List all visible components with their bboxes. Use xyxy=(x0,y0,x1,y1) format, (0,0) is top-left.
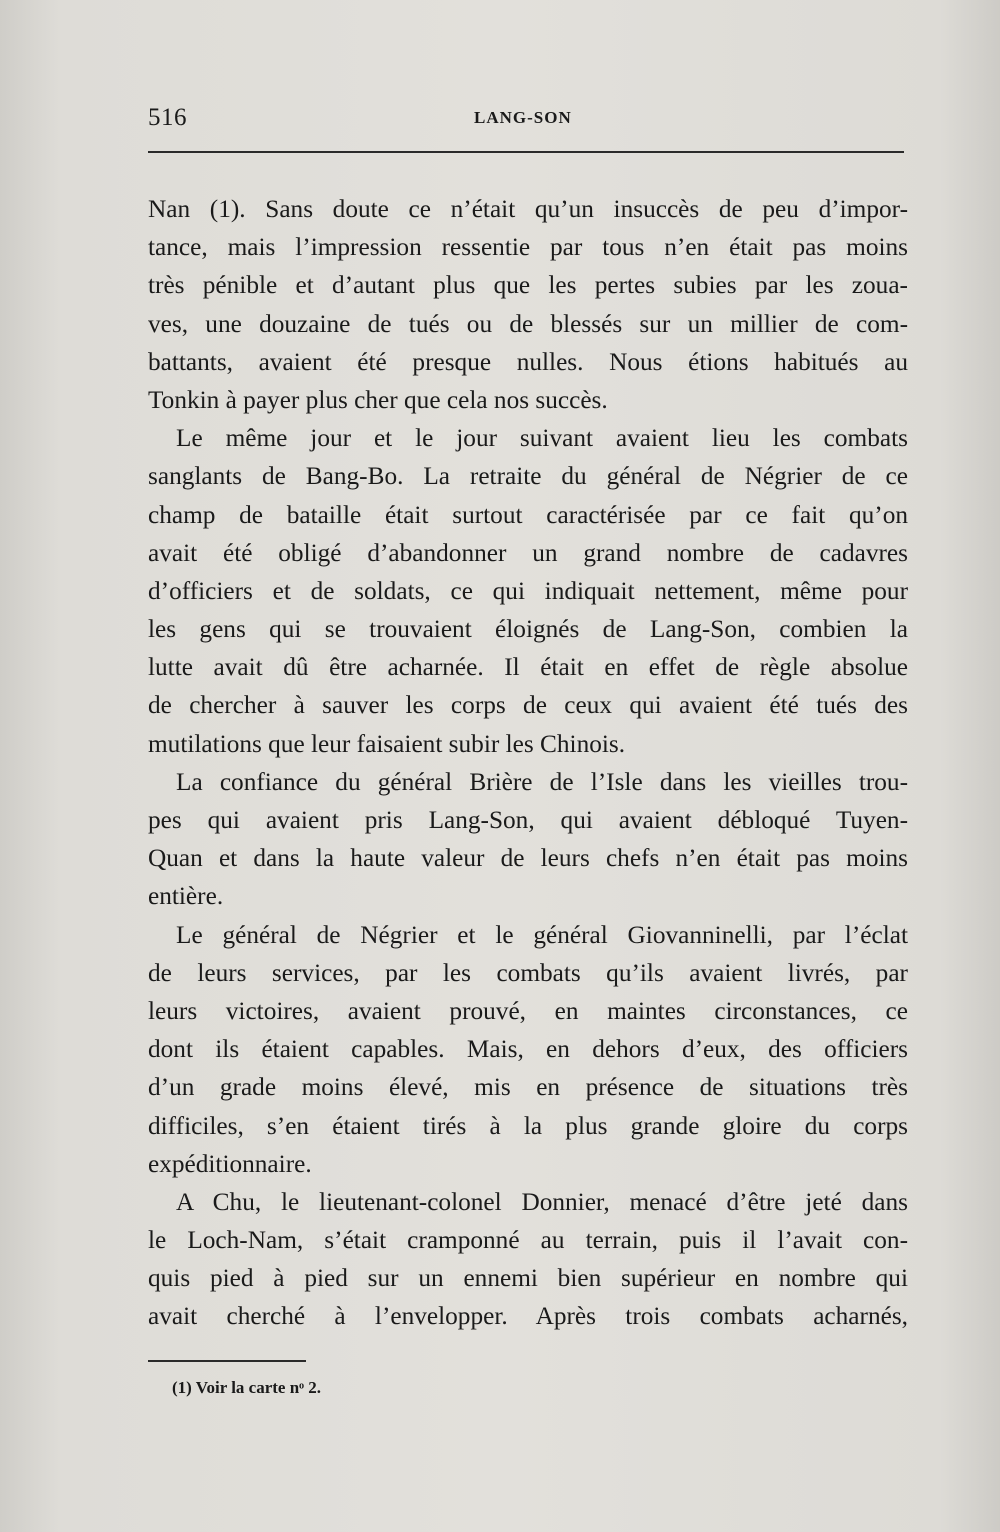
text-line: Nan (1). Sans doute ce n’était qu’un insuccès de peu d’impor- xyxy=(148,195,908,223)
text-line: les gens qui se trouvaient éloignés de Lang-Son, combien la xyxy=(148,615,908,644)
text-line: leurs victoires, avaient prouvé, en maintes circonstances, ce xyxy=(148,996,908,1025)
text-line: ves, une douzaine de tués ou de blessés sur un millier de com- xyxy=(148,309,908,338)
text-line: de chercher à sauver les corps de ceux qui avaient été tués des xyxy=(148,691,908,720)
text-line: quis pied à pied sur un ennemi bien supérieur en nombre qui xyxy=(148,1264,908,1293)
text-line: avait été obligé d’abandonner un grand nombre de cadavres xyxy=(148,538,908,567)
page-number: 516 xyxy=(148,104,187,131)
text-line: battants, avaient été presque nulles. Nous étions habitués au xyxy=(148,347,908,376)
text-line: tance, mais l’impression ressentie par tous n’en était pas moins xyxy=(148,233,908,262)
footnote: (1) Voir la carte nᵒ 2. xyxy=(172,1378,322,1397)
text-line: d’un grade moins élevé, mis en présence de situations très xyxy=(148,1073,908,1102)
text-line: dont ils étaient capables. Mais, en dehors d’eux, des officiers xyxy=(148,1035,908,1064)
text-line: d’officiers et de soldats, ce qui indiquait nettement, même pour xyxy=(148,576,908,605)
text-line: A Chu, le lieutenant-colonel Donnier, menacé d’être jeté dans xyxy=(176,1187,908,1216)
running-head: LANG-SON xyxy=(474,108,572,127)
text-line: lutte avait dû être acharnée. Il était en effet de règle absolue xyxy=(148,653,908,682)
page-header xyxy=(148,100,906,140)
header-rule xyxy=(148,151,904,153)
text-line: champ de bataille était surtout caractérisée par ce fait qu’on xyxy=(148,500,908,529)
footnote-rule xyxy=(148,1360,306,1362)
text-line: difficiles, s’en étaient tirés à la plus grande gloire du corps xyxy=(148,1111,908,1140)
text-line: le Loch-Nam, s’était cramponné au terrain, puis il l’avait con- xyxy=(148,1226,908,1255)
text-line: Le général de Négrier et le général Giovanninelli, par l’éclat xyxy=(176,920,908,949)
text-line: La confiance du général Brière de l’Isle dans les vieilles trou- xyxy=(176,767,908,796)
body-text xyxy=(148,190,908,1336)
text-line: entière. xyxy=(148,882,224,911)
text-line: Tonkin à payer plus cher que cela nos succès. xyxy=(148,385,608,414)
text-line: mutilations que leur faisaient subir les Chinois. xyxy=(148,729,626,758)
text-line: pes qui avaient pris Lang-Son, qui avaient débloqué Tuyen- xyxy=(148,806,908,834)
text-line: avait cherché à l’envelopper. Après trois combats acharnés, xyxy=(148,1302,908,1331)
text-line: Le même jour et le jour suivant avaient lieu les combats xyxy=(176,424,908,453)
text-line: de leurs services, par les combats qu’ils avaient livrés, par xyxy=(148,958,908,987)
text-line: sanglants de Bang-Bo. La retraite du général de Négrier de ce xyxy=(148,462,908,491)
text-line: Quan et dans la haute valeur de leurs chefs n’en était pas moins xyxy=(148,844,908,873)
text-line: expéditionnaire. xyxy=(148,1149,312,1178)
text-line: très pénible et d’autant plus que les pertes subies par les zoua- xyxy=(148,271,908,300)
